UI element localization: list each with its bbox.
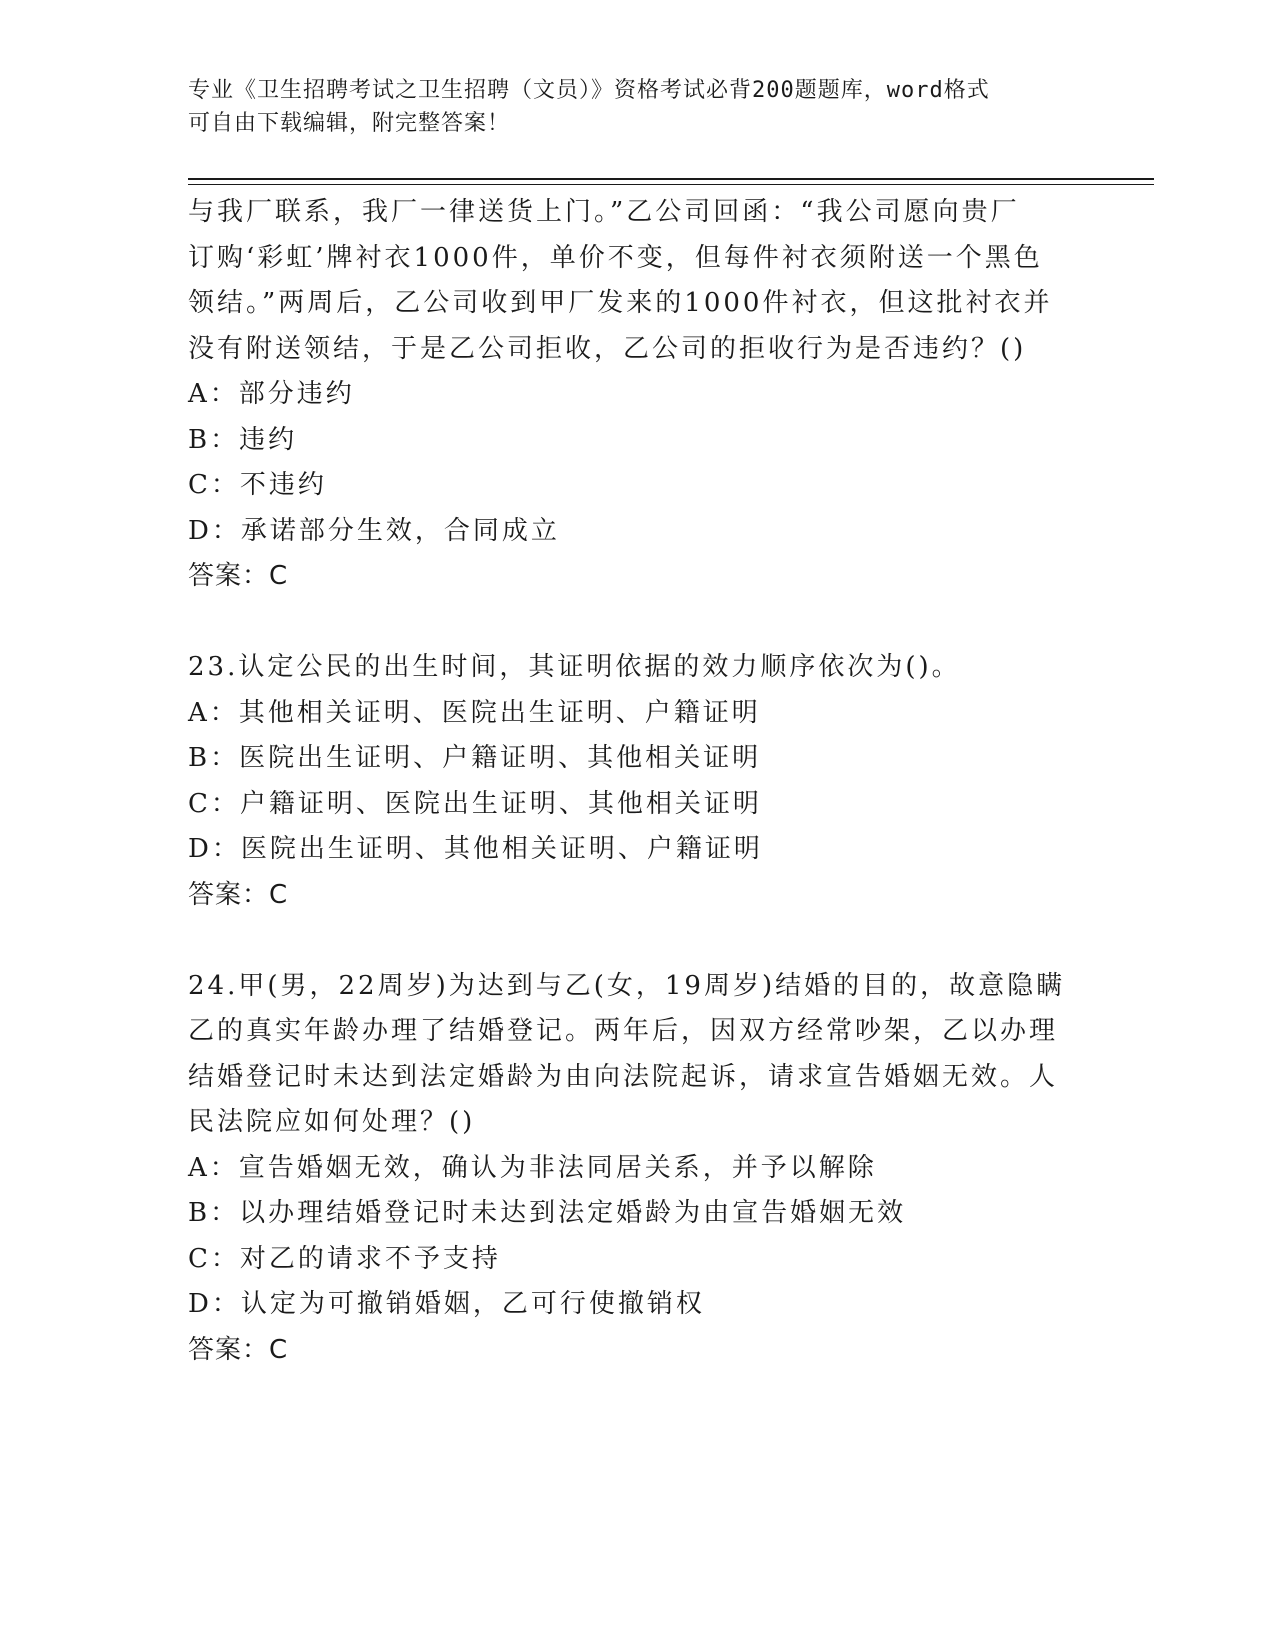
option-a: A：部分违约 — [188, 379, 355, 409]
option-d: D：认定为可撤销婚姻，乙可行使撤销权 — [188, 1289, 705, 1319]
option-a: A：宣告婚姻无效，确认为非法同居关系，并予以解除 — [188, 1152, 877, 1183]
question-text-line: 结婚登记时未达到法定婚龄为由向法院起诉，请求宣告婚姻无效。人 — [188, 1061, 1059, 1092]
question-spacer — [188, 918, 1088, 964]
header-title-line-1: 专业《卫生招聘考试之卫生招聘（文员）》资格考试必背200题题库，word格式 — [188, 78, 990, 103]
option-c: C：户籍证明、医院出生证明、其他相关证明 — [188, 788, 762, 819]
question-text-line: 民法院应如何处理？() — [188, 1107, 476, 1137]
page-header — [188, 74, 1068, 140]
question-text-line: 订购‘彩虹’牌衬衣1000件，单价不变，但每件衬衣须附送一个黑色 — [188, 242, 1043, 273]
question-text-line: 乙的真实年龄办理了结婚登记。两年后，因双方经常吵架，乙以办理 — [188, 1016, 1059, 1046]
option-d: D：医院出生证明、其他相关证明、户籍证明 — [188, 834, 763, 864]
option-b: B：以办理结婚登记时未达到法定婚龄为由宣告婚姻无效 — [188, 1198, 907, 1228]
answer-line: 答案：C — [188, 1334, 289, 1365]
question-text-line: 24.甲(男，22周岁)为达到与乙(女，19周岁)结婚的目的，故意隐瞒 — [188, 970, 1066, 1001]
option-c: C：不违约 — [188, 470, 327, 500]
question-text-line: 23.认定公民的出生时间，其证明依据的效力顺序依次为()。 — [188, 652, 961, 682]
question-23 — [188, 645, 1088, 918]
question-22 — [188, 190, 1088, 600]
question-24 — [188, 964, 1088, 1374]
question-text-line: 领结。”两周后，乙公司收到甲厂发来的1000件衬衣，但这批衬衣并 — [188, 288, 1053, 318]
question-text-line: 与我厂联系，我厂一律送货上门。”乙公司回函：“我公司愿向贵厂 — [188, 197, 1020, 227]
option-d: D：承诺部分生效，合同成立 — [188, 515, 560, 546]
answer-line: 答案：C — [188, 561, 289, 591]
header-divider-thick — [188, 178, 1154, 180]
question-spacer — [188, 600, 1088, 646]
option-a: A：其他相关证明、医院出生证明、户籍证明 — [188, 697, 761, 728]
header-title-line-2: 可自由下载编辑，附完整答案！ — [188, 111, 511, 136]
question-text-line: 没有附送领结，于是乙公司拒收，乙公司的拒收行为是否违约？() — [188, 333, 1027, 364]
option-b: B：医院出生证明、户籍证明、其他相关证明 — [188, 743, 762, 773]
option-c: C：对乙的请求不予支持 — [188, 1243, 501, 1274]
option-b: B：违约 — [188, 424, 298, 455]
answer-line: 答案：C — [188, 879, 289, 910]
question-list — [188, 190, 1088, 1373]
header-divider-thin — [188, 184, 1154, 185]
